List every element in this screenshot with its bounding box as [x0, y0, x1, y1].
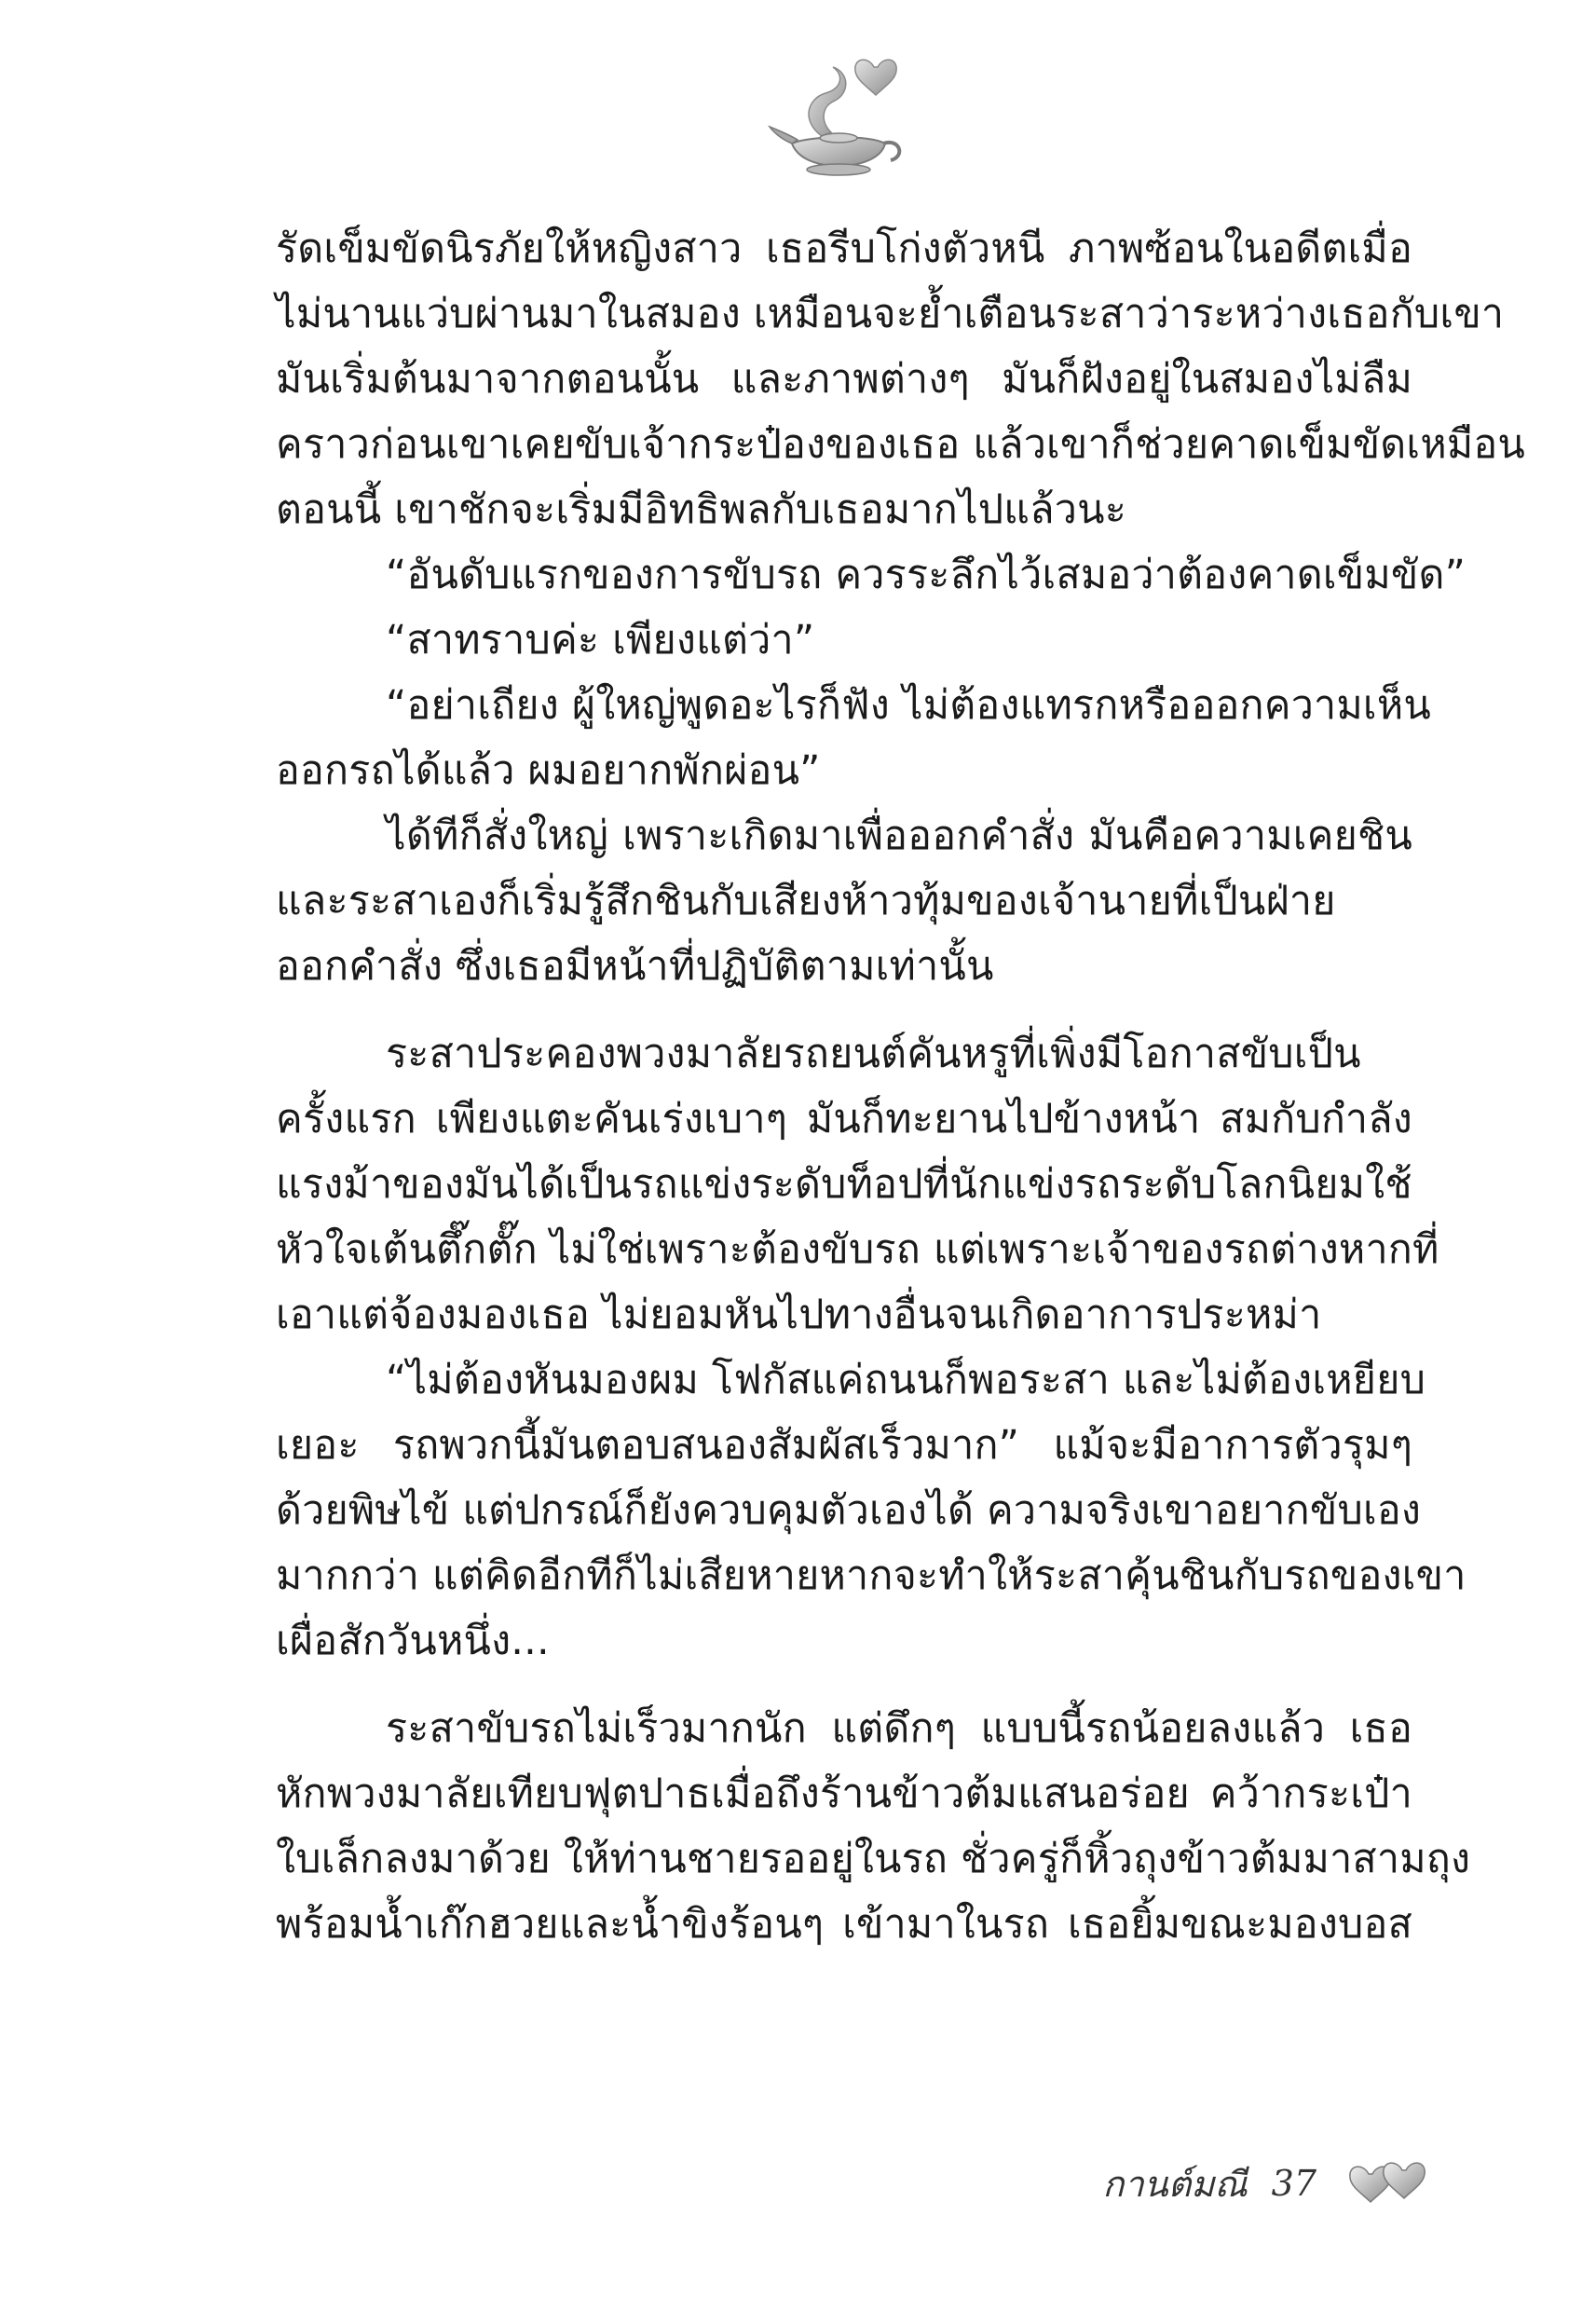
book-title: กานต์มณี: [1102, 2163, 1248, 2205]
text-line: หัวใจเต้นตึ๊กตั๊ก ไม่ใช่เพราะต้องขับรถ แต่เพราะเจ้าของรถต่างหากที่: [276, 1226, 1439, 1273]
text-line: ด้วยพิษไข้ แต่ปกรณ์ก็ยังควบคุมตัวเองได้ ความจริงเขาอยากขับเอง: [276, 1487, 1422, 1534]
text-line: มันเริ่มต้นมาจากตอนนั้น และภาพต่างๆ มันก็ฝังอยู่ในสมองไม่ลืม: [276, 356, 1412, 403]
page-footer: [1102, 2151, 1428, 2216]
text-line: และระสาเองก็เริ่มรู้สึกชินกับเสียงห้าวทุ้มของเจ้านายที่เป็นฝ่าย: [276, 878, 1336, 924]
text-line: “สาทราบค่ะ เพียงแต่ว่า”: [386, 617, 815, 663]
text-line: พร้อมน้ำเก๊กฮวยและน้ำขิงร้อนๆ เข้ามาในรถ เธอยิ้มขณะมองบอส: [276, 1901, 1412, 1948]
text-line: หักพวงมาลัยเทียบฟุตปาธเมื่อถึงร้านข้าวต้มแสนอร่อย คว้ากระเป๋า: [276, 1771, 1412, 1817]
text-line: ตอนนี้ เขาชักจะเริ่มมีอิทธิพลกับเธอมากไปแล้วนะ: [276, 486, 1126, 533]
text-line: มากกว่า แต่คิดอีกทีก็ไม่เสียหายหากจะทำให้ระสาคุ้นชินกับรถของเขา: [276, 1552, 1466, 1599]
text-line: ออกคำสั่ง ซึ่งเธอมีหน้าที่ปฏิบัติตามเท่านั้น: [276, 943, 994, 990]
text-line: เยอะ รถพวกนี้มันตอบสนองสัมผัสเร็วมาก” แม้จะมีอาการตัวรุมๆ: [276, 1422, 1412, 1469]
text-line: “อย่าเถียง ผู้ใหญ่พูดอะไรก็ฟัง ไม่ต้องแทรกหรือออกความเห็น: [386, 682, 1431, 729]
hearts-icon: [1344, 2157, 1428, 2209]
text-line: ใบเล็กลงมาด้วย ให้ท่านชายรออยู่ในรถ ชั่วครู่ก็หิ้วถุงข้าวต้มมาสามถุง: [276, 1836, 1471, 1882]
text-line: ครั้งแรก เพียงแตะคันเร่งเบาๆ มันก็ทะยานไปข้างหน้า สมกับกำลัง: [276, 1096, 1412, 1142]
text-line: ไม่นานแว่บผ่านมาในสมอง เหมือนจะย้ำเตือนระสาว่าระหว่างเธอกับเขา: [276, 291, 1505, 337]
text-line: เอาแต่จ้องมองเธอ ไม่ยอมหันไปทางอื่นจนเกิดอาการประหม่า: [276, 1292, 1322, 1338]
text-line: ออกรถได้แล้ว ผมอยากพักผ่อน”: [276, 747, 821, 794]
magic-lamp-with-heart-icon: [764, 47, 913, 177]
text-line: ได้ทีก็สั่งใหญ่ เพราะเกิดมาเพื่อออกคำสั่ง มันคือความเคยชิน: [386, 813, 1412, 859]
text-line: ระสาประคองพวงมาลัยรถยนต์คันหรูที่เพิ่งมีโอกาสขับเป็น: [386, 1031, 1361, 1077]
body-text: [276, 216, 1526, 1957]
text-line: เผื่อสักวันหนึ่ง...: [276, 1618, 550, 1664]
text-line: คราวก่อนเขาเคยขับเจ้ากระป๋องของเธอ แล้วเขาก็ช่วยคาดเข็มขัดเหมือน: [276, 421, 1526, 468]
text-line: ระสาขับรถไม่เร็วมากนัก แต่ดึกๆ แบบนี้รถน้อยลงแล้ว เธอ: [386, 1705, 1412, 1752]
text-line: “อันดับแรกของการขับรถ ควรระลึกไว้เสมอว่าต้องคาดเข็มขัด”: [386, 552, 1466, 598]
text-line: “ไม่ต้องหันมองผม โฟกัสแค่ถนนก็พอระสา และไม่ต้องเหยียบ: [386, 1357, 1426, 1403]
text-line: แรงม้าของมันได้เป็นรถแข่งระดับท็อปที่นักแข่งรถระดับโลกนิยมใช้: [276, 1161, 1412, 1208]
text-line: รัดเข็มขัดนิรภัยให้หญิงสาว เธอรีบโก่งตัวหนี ภาพซ้อนในอดีตเมื่อ: [276, 226, 1412, 272]
page-number: 37: [1271, 2163, 1316, 2204]
